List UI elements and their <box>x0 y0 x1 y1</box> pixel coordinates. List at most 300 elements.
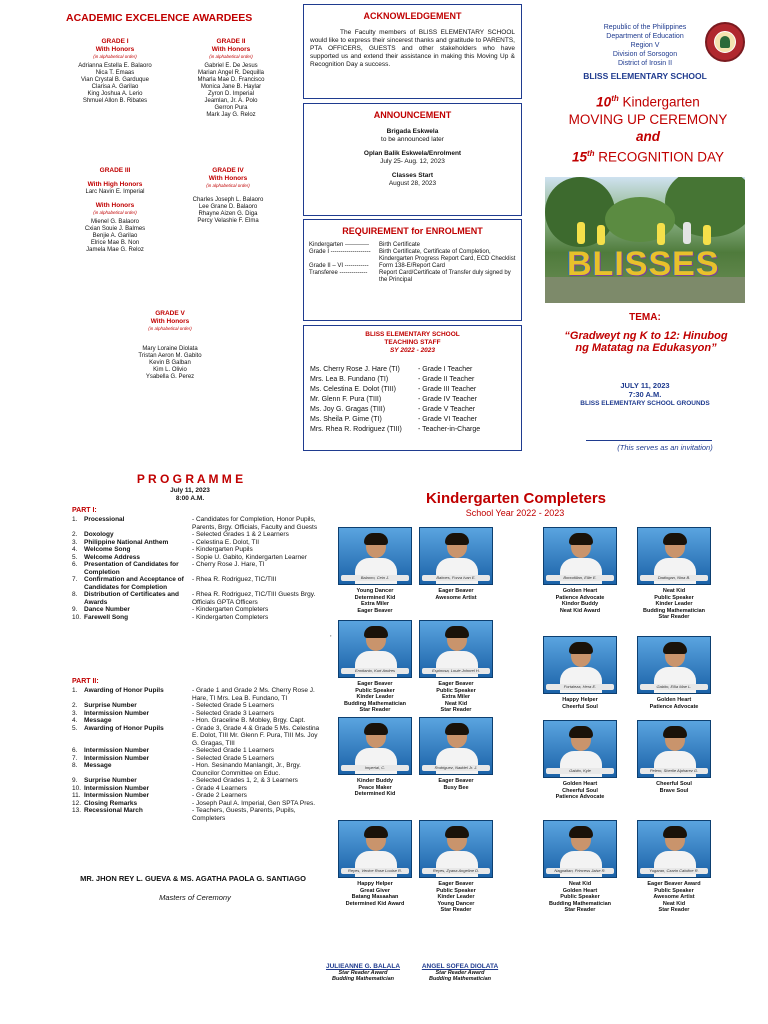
event-schedule <box>570 381 720 408</box>
completer-name-tag: Ermitanio, Kurt Andres <box>341 668 409 674</box>
grade-3-list <box>60 167 170 254</box>
extra-awardee-name: ANGEL SOFEA DIOLATA <box>421 963 499 970</box>
honor-label: With Honors <box>208 175 248 182</box>
header-line: Division of Sorsogon <box>612 51 678 58</box>
grade-1-list <box>60 38 170 105</box>
part-2-label: PART II: <box>72 678 99 685</box>
awardee-name: Mharla Mae D. Francisco <box>197 77 265 83</box>
item-name: Dance Number <box>84 606 130 613</box>
order-note: (in alphabetical order) <box>93 210 137 215</box>
completer-photo <box>637 820 711 878</box>
item-name: Intermission Number <box>84 709 150 717</box>
awardee-name: Vian Crystal B. Garduque <box>81 77 149 83</box>
award-line: Kindor Buddy <box>561 601 599 607</box>
completer-awards <box>330 881 420 907</box>
award-line: Kinder Leader <box>655 601 693 607</box>
completer-photo <box>338 820 412 878</box>
completer-name-tag: Nagpaltan, Princess Jaise R. <box>546 868 614 874</box>
award-line: Awesome Artist <box>435 594 477 601</box>
award-line: Neat Kid <box>662 900 686 907</box>
item-detail: - Joseph Paul A. Imperial, Gen SPTA Pres. <box>192 799 316 807</box>
programme-row <box>72 747 322 755</box>
item-detail: - Kindergarten Completers <box>192 613 269 621</box>
award-line: Golden Heart <box>562 887 598 894</box>
staff-role: - Grade III Teacher <box>418 386 477 393</box>
programme-row <box>72 561 322 576</box>
award-line: Golden Heart <box>562 588 598 594</box>
award-line: Budding Mathematician <box>548 900 612 907</box>
item-number: 3. <box>72 538 78 546</box>
item-number: 11. <box>72 792 81 799</box>
awardee-name: Benjie A. Garilao <box>92 233 138 239</box>
programme-row <box>72 800 322 808</box>
extra-awardee-name: JULIEANNE G. BALALA <box>325 963 401 970</box>
award-line: Star Reader <box>440 907 472 913</box>
completer-name-tag: Fortaleza, Hera E. <box>546 684 614 690</box>
award-line: Kinder Leader <box>356 694 394 700</box>
award-line: Eager Beaver <box>438 681 474 687</box>
awardees-title: ACADEMIC EXCELENCE AWARDEES <box>66 12 253 24</box>
completer-photo <box>338 527 412 585</box>
staff-title: TEACHING STAFF <box>384 339 441 346</box>
completer-awards <box>535 588 625 614</box>
programme-row <box>72 777 322 785</box>
completer-name-tag: Balmes, Forza Ivan E. <box>422 575 490 581</box>
item-detail: - Teachers, Guests, Parents, Pupils, Completers <box>192 807 296 822</box>
grade-2-list <box>176 38 286 119</box>
award-line: Eager Beaver <box>357 681 393 687</box>
awardee-name: Gerron Pura <box>214 105 248 111</box>
mc-role: Masters of Ceremony <box>159 893 231 902</box>
staff-name: Ms. Cherry Rose J. Hare (TI) <box>310 366 400 373</box>
extra-awardee <box>410 963 510 982</box>
honor-label: With Honors <box>150 318 190 325</box>
award-line: Brave Soul <box>659 787 689 794</box>
completer-awards <box>330 778 420 798</box>
awardee-name: Jamela Mae G. Reloz <box>86 247 144 253</box>
item-number: 8. <box>72 762 78 769</box>
award-line: Determined Kid <box>354 791 396 797</box>
item-detail: - Selected Grade 5 Learners <box>192 702 275 709</box>
extra-awardee <box>318 963 408 982</box>
extra-award: Budding Mathematician <box>428 976 492 982</box>
event-time: 7:30 A.M. <box>628 390 662 399</box>
award-line: Patience Advocate <box>555 594 605 601</box>
teaching-staff-box <box>303 325 522 451</box>
completer-photo <box>637 527 711 585</box>
photo-sign: BLISSES <box>567 245 720 283</box>
item-number: 2. <box>72 531 78 538</box>
completer-awards <box>629 881 719 914</box>
item-name: Recessional March <box>84 807 143 814</box>
school-seal-icon <box>705 22 745 62</box>
award-line: Neat Kid <box>662 588 686 594</box>
completer-name-tag: Reyes, Zyana Angeline D. <box>422 868 490 874</box>
award-line: Extra Miler <box>441 694 471 700</box>
event-date: JULY 11, 2023 <box>620 381 670 390</box>
requirements-title: REQUIREMENT for ENROLMENT <box>342 226 483 236</box>
award-line: Public Speaker <box>654 594 694 601</box>
programme-row <box>72 546 322 554</box>
award-line: Public Speaker <box>654 887 694 894</box>
completer-name-tag: Bonodillan, Ellie E. <box>546 575 614 581</box>
item-name: Surprise Number <box>84 777 137 784</box>
completer-name-tag: Balaoro, Cein J. <box>341 575 409 581</box>
awardee-name: Ysabella G. Perez <box>145 374 195 380</box>
awardee-name: Zyron D. Imperial <box>207 91 254 97</box>
award-line: Eager Beaver <box>357 607 393 614</box>
award-line: Eager Beaver <box>438 778 474 784</box>
staff-role: - Grade I Teacher <box>418 366 473 373</box>
programme-time: 8:00 A.M. <box>175 494 205 502</box>
item-detail: - Selected Grade 3 Learners <box>192 709 275 717</box>
grade-label: GRADE II <box>216 38 246 45</box>
item-detail: - Kindergarten Pupils <box>192 546 253 553</box>
grade-label: GRADE IV <box>212 167 244 174</box>
awardee-name: Gabriel E. De Jesus <box>204 63 258 69</box>
completer-name-tag: Imperial, C. <box>341 765 409 771</box>
awardee-name: Nica T. Emaas <box>95 70 135 76</box>
item-detail: - Hon. Graceline B. Mobley, Brgy. Capt. <box>192 717 306 724</box>
award-line: Neat Kid <box>444 700 468 707</box>
tema-theme: “Gradweyt ng K to 12: Hinubog ng Matatag na Edukasyon” <box>564 330 728 354</box>
completer-photo <box>419 620 493 678</box>
awardee-name: Mary Loraine Diolata <box>142 346 198 352</box>
awardee-name: Kevin B Galban <box>149 360 191 366</box>
programme-row <box>72 576 322 591</box>
completer-photo <box>338 620 412 678</box>
awardee-name: Adrianna Estella E. Balaoro <box>78 63 152 69</box>
completer-name-tag: Yugaran, Czarin Caloline R. <box>640 868 708 874</box>
item-detail: - Sopie U. Gabito, Kindergarten Learner <box>192 553 307 561</box>
completers-title: Kindergarten Completers <box>425 490 607 507</box>
completer-photo <box>543 527 617 585</box>
item-detail: - Selected Grade 5 Learners <box>192 754 275 762</box>
programme-row <box>72 531 322 539</box>
awardee-name: Kim L. Olivio <box>153 367 187 373</box>
staff-name: Mrs. Lea B. Fundano (TI) <box>310 376 389 383</box>
award-line: Star Reader <box>359 707 391 713</box>
programme-row <box>72 755 322 763</box>
completer-awards <box>629 781 719 794</box>
page-mark: , <box>330 632 332 638</box>
item-number: 5. <box>72 724 78 732</box>
staff-role: - Teacher-in-Charge <box>418 426 481 433</box>
part-1-label: PART I: <box>72 507 97 514</box>
completers-sy: School Year 2022 - 2023 <box>465 508 565 518</box>
item-number: 10. <box>72 613 82 621</box>
programme-row <box>72 554 322 562</box>
award-line: Happy Helper <box>562 697 598 703</box>
event-venue: BLISS ELEMENTARY SCHOOL GROUNDS <box>580 400 710 407</box>
item-name: Confirmation and Acceptance of Candidates for Completion <box>84 576 184 591</box>
req-level: Grade II – VI ------------ <box>309 263 369 269</box>
award-line: Kinder Buddy <box>356 778 394 784</box>
completer-name-tag: Rodriguez, Naddel Jr. J. <box>422 765 490 771</box>
programme-row <box>72 807 322 822</box>
awardee-name: Mienel G. Balaoro <box>90 219 140 225</box>
honor-label: With Honors <box>211 46 251 53</box>
item-name: Processional <box>84 516 125 523</box>
item-detail: - Candidates for Completion, Honor Pupils, Parents, Brgy. Officials, Faculty and Guests <box>192 516 318 531</box>
programme-row <box>72 516 322 531</box>
awardee-name: Jeamlan, Jr. A. Polo <box>204 98 258 104</box>
item-number: 1. <box>72 516 78 523</box>
awardee-name: Charles Joseph L. Balaoro <box>192 197 264 203</box>
completer-awards <box>629 588 719 621</box>
order-note: (in alphabetical order) <box>206 183 250 188</box>
award-line: Eager Beaver <box>438 881 474 887</box>
programme-row <box>72 717 322 725</box>
item-detail: - Rhea R. Rodriguez, TIC/TIII Guests Brgy. Officials GPTA Officers <box>192 591 316 606</box>
ordinal-1: 10 <box>596 94 612 110</box>
item-detail: - Grade 3, Grade 4 & Grade 5 Ms. Celestina E. Dolot, TIII Mr. Glenn F. Pura, TIII Ms. Joy G. Gragas, TIII <box>192 724 320 747</box>
award-line: Determined Kid <box>354 594 396 601</box>
item-detail: - Rhea R. Rodriguez, TIC/TIII <box>192 576 277 583</box>
invitation-note: (This serves as an invitation) <box>617 443 713 452</box>
completer-photo <box>637 720 711 778</box>
awardee-name: Larc Navin E. Imperial <box>85 189 145 195</box>
req-level: Kindergarten ------------ <box>309 242 369 248</box>
award-line: Golden Heart <box>562 781 598 787</box>
item-number: 6. <box>72 747 78 754</box>
completer-name-tag: Gabito, Ellia Mae L. <box>640 684 708 690</box>
item-detail: - Kindergarten Completers <box>192 606 269 613</box>
item-name: Message <box>84 762 112 769</box>
staff-school: BLISS ELEMENTARY SCHOOL <box>365 331 460 338</box>
award-line: Golden Heart <box>656 697 692 703</box>
item-name: Intermission Number <box>84 747 150 754</box>
grade-5-list <box>114 310 226 381</box>
awardee-name: Marian Angel R. Dequilla <box>197 70 265 76</box>
completer-photo <box>419 717 493 775</box>
completer-awards <box>411 778 501 791</box>
item-detail: - Grade 4 Learners <box>192 784 247 792</box>
grade-label: GRADE V <box>155 310 185 317</box>
completer-awards <box>330 681 420 714</box>
header-line: Region V <box>630 42 660 49</box>
completer-awards <box>629 697 719 710</box>
item-number: 1. <box>72 687 78 694</box>
honor-label: With Honors <box>95 202 135 209</box>
item-name: Welcome Address <box>84 553 140 561</box>
item-name: Intermission Number <box>84 784 150 792</box>
completer-photo <box>543 720 617 778</box>
item-name: Distribution of Certificates and Awards <box>84 591 179 606</box>
moving-up-label: MOVING UP CEREMONY <box>568 111 728 127</box>
staff-name: Mr. Glenn F. Pura (TIII) <box>310 396 382 403</box>
programme-row <box>72 539 322 547</box>
award-line: Patience Advocate <box>649 703 699 710</box>
award-line: Extra Miler <box>360 601 390 607</box>
award-line: Busy Bee <box>443 784 469 791</box>
item-name: Welcome Song <box>84 546 131 553</box>
staff-role: - Grade V Teacher <box>418 406 476 413</box>
award-line: Star Reader <box>658 614 690 620</box>
divider <box>586 440 712 441</box>
award-line: Determined Kid Award <box>345 900 405 907</box>
announcement-detail: to be announced later <box>381 136 444 143</box>
programme-row <box>72 687 322 702</box>
announcement-box <box>303 103 522 216</box>
completer-awards <box>330 588 420 614</box>
order-note: (in alphabetical order) <box>148 326 192 331</box>
award-line: Cheerful Soul <box>656 781 692 787</box>
announcement-heading: Classes Start <box>391 172 434 179</box>
announcement-title: ANNOUNCEMENT <box>373 110 452 120</box>
item-number: 6. <box>72 561 78 568</box>
acknowledgement-title: ACKNOWLEDGEMENT <box>363 11 462 21</box>
programme-row <box>72 792 322 800</box>
awardee-name: Elrice Mae B. Non <box>90 240 140 246</box>
item-name: Doxology <box>84 531 114 538</box>
item-detail: - Selected Grade 1 Learners <box>192 747 275 754</box>
award-line: Awesome Artist <box>653 894 695 900</box>
programme-part-2 <box>72 687 322 822</box>
item-number: 9. <box>72 777 78 784</box>
award-line: Eager Beaver <box>438 588 474 594</box>
award-line: Public Speaker <box>560 894 600 900</box>
item-number: 3. <box>72 709 78 717</box>
item-name: Awarding of Honor Pupils <box>84 724 164 732</box>
award-line: Neat Kid Award <box>559 607 601 614</box>
staff-role: - Grade VI Teacher <box>418 416 478 423</box>
requirements-box <box>303 219 522 321</box>
announcement-heading: Brigada Eskwela <box>386 128 439 135</box>
award-line: Neat Kid <box>568 881 592 887</box>
completer-name-tag: Dadiogan, Nina B. <box>640 575 708 581</box>
tema-label: TEMA: <box>629 312 661 323</box>
staff-name: Ms. Sheila P. Gime (TI) <box>310 416 382 423</box>
school-photo <box>545 177 745 303</box>
req-level: Grade I -------------------- <box>309 249 371 255</box>
completer-photo <box>338 717 412 775</box>
award-line: Cheerful Soul <box>562 703 598 710</box>
award-line: Budding Mathematician <box>343 700 407 707</box>
item-number: 8. <box>72 591 78 598</box>
announcement-heading: Oplan Balik Eskwela/Enrolment <box>363 150 462 157</box>
award-line: Star Reader <box>658 907 690 913</box>
item-name: Awarding of Honor Pupils <box>84 687 164 694</box>
item-number: 4. <box>72 546 78 553</box>
completer-awards <box>535 697 625 710</box>
item-number: 9. <box>72 606 78 613</box>
event-title <box>548 90 748 165</box>
programme-title: P R O G R A M M E <box>136 472 244 486</box>
completer-photo <box>419 820 493 878</box>
award-line: Star Reader <box>564 907 596 913</box>
item-number: 12. <box>72 799 82 807</box>
awardee-name: Rhayne Aizen G. Diga <box>198 211 258 217</box>
completer-awards <box>535 881 625 914</box>
award-line: Kinder Leader <box>437 894 475 900</box>
programme-row <box>72 614 322 622</box>
item-detail: - Cherry Rose J. Hare, TI <box>192 561 265 568</box>
completer-name-tag: Reyes, Venice Rose Louise R. <box>341 868 409 874</box>
announcement-detail: July 25- Aug. 12, 2023 <box>380 158 445 165</box>
award-line: Peace Maker <box>358 784 392 791</box>
grade-label: GRADE I <box>101 38 129 45</box>
masters-of-ceremony: MR. JHON REY L. GUEVA & MS. AGATHA PAOLA G. SANTIAGO <box>80 874 306 883</box>
item-name: Intermission Number <box>84 792 150 799</box>
order-note: (in alphabetical order) <box>209 54 253 59</box>
item-name: Intermission Number <box>84 754 150 762</box>
item-detail: - Selected Grades 1 & 2 Learners <box>192 531 289 538</box>
item-number: 10. <box>72 784 82 792</box>
completer-photo <box>543 636 617 694</box>
item-detail: - Grade 1 and Grade 2 Ms. Cherry Rose J. Hare, TI Mrs. Lea B. Fundano, TI <box>192 687 315 702</box>
item-detail: - Hon. Sesinando Manlangit, Jr., Brgy. Councilor Committee on Educ. <box>192 762 301 777</box>
completer-awards <box>535 781 625 801</box>
completer-photo <box>543 820 617 878</box>
item-detail: - Selected Grades 1, 2, & 3 Learners <box>192 777 298 784</box>
award-line: Happy Helper <box>357 881 393 887</box>
item-name: Closing Remarks <box>84 799 138 807</box>
completer-awards <box>411 681 501 714</box>
award-line: Star Reader <box>440 707 472 713</box>
awardee-name: Shmuel Allon B. Ribates <box>82 98 148 104</box>
award-line: Public Speaker <box>355 687 395 694</box>
item-number: 7. <box>72 576 78 583</box>
grade-4-list <box>172 167 284 225</box>
item-name: Surprise Number <box>84 702 137 709</box>
award-line: Batang Masaahan <box>351 894 399 900</box>
awardee-name: Percy Velashie F. Elma <box>197 218 259 224</box>
item-name: Presentation of Candidates for Completion <box>84 561 179 576</box>
grade-label: GRADE III <box>99 167 131 174</box>
acknowledgement-text: The Faculty members of BLISS ELEMENTARY SCHOOL would like to express their sincerest thanks and gratitude to PARENTS, PTA OFFICERS, GUESTS and other stakeholders who have supported us and extend their assistance in making this Moving Up & Recognition Day a success. <box>310 29 515 68</box>
staff-name: Ms. Celestina E. Dolot (TIII) <box>310 386 396 393</box>
completer-name-tag: Gabito, Kyle <box>546 768 614 774</box>
programme-date: July 11, 2023 <box>170 487 210 494</box>
awardee-name: Lee Grane D. Balaoro <box>198 204 258 210</box>
acknowledgement-box <box>303 4 522 99</box>
completer-awards <box>411 881 501 914</box>
req-docs: Birth Certificate, Certificate of Completion, Kindergarten Progress Report Card, ECD Checklist <box>379 249 516 262</box>
item-name: Philippine National Anthem <box>84 538 169 546</box>
programme-part-1 <box>72 516 322 621</box>
awardee-name: Mark Jay G. Reloz <box>206 112 256 118</box>
item-number: 2. <box>72 702 78 709</box>
ordinal-1-suffix: th <box>611 94 619 103</box>
programme-row <box>72 702 322 710</box>
req-docs: Birth Certificate <box>379 242 421 248</box>
honor-label: With High Honors <box>87 181 143 188</box>
item-detail: - Grade 2 Learners <box>192 792 247 799</box>
awardee-name: Cxian Souie J. Balmes <box>84 226 146 232</box>
completer-photo <box>637 636 711 694</box>
item-name: Message <box>84 717 112 724</box>
order-note: (in alphabetical order) <box>93 54 137 59</box>
award-line: Patience Advocate <box>555 794 605 800</box>
staff-role: - Grade IV Teacher <box>418 396 478 403</box>
award-line: Public Speaker <box>436 687 476 694</box>
honor-label: With Honors <box>95 46 135 53</box>
award-line: Young Dancer <box>356 588 394 594</box>
award-line: Eager Beaver Award <box>647 881 701 887</box>
completer-photo <box>419 527 493 585</box>
programme-row <box>72 762 322 777</box>
recognition-day-label: RECOGNITION DAY <box>598 149 725 164</box>
req-docs: Form 138-E/Report Card <box>379 263 446 269</box>
header-line: District of Irosin II <box>617 60 673 67</box>
extra-award: Star Reader Award <box>338 970 388 976</box>
completer-awards <box>411 588 501 601</box>
awardee-name: Monica Jane B. Haylar <box>200 84 262 90</box>
school-name: BLISS ELEMENTARY SCHOOL <box>583 71 707 81</box>
programme-row <box>72 725 322 748</box>
req-docs: Report Card/Certificate of Transfer duly signed by the Principal <box>379 270 511 283</box>
